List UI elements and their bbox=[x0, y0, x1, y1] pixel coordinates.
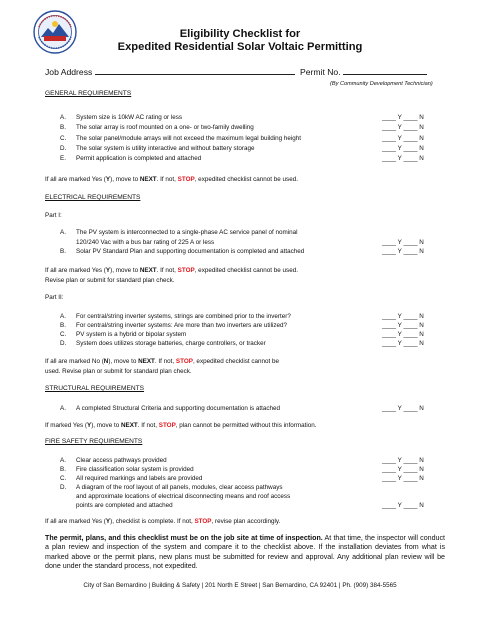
letter: C. bbox=[60, 331, 67, 338]
yes-no-mark[interactable]: ____ Y ____ N bbox=[382, 405, 424, 412]
job-address-label: Job Address bbox=[45, 67, 93, 77]
electrical-instruction-1-cont: Revise plan or submit for standard plan check. bbox=[45, 277, 175, 284]
letter: D. bbox=[60, 145, 67, 152]
yes-no-mark[interactable]: ____ Y ____ N bbox=[382, 135, 424, 142]
yes-no-mark[interactable]: ____ Y ____ N bbox=[382, 313, 424, 320]
item-text: All required markings and labels are provided bbox=[76, 475, 203, 482]
yes-no-mark[interactable]: ____ Y ____ N bbox=[382, 502, 424, 509]
inspection-paragraph bbox=[45, 534, 445, 572]
footer-contact: City of San Bernardino | Building & Safety | 201 North E Street | San Bernardino, CA 92401 | Ph. (909) 384-5565 bbox=[83, 582, 397, 589]
letter: D. bbox=[60, 484, 67, 491]
electrical-instruction-2: If all are marked No (N), move to NEXT. If not, STOP, expedited checklist cannot be bbox=[45, 358, 280, 365]
yes-no-mark[interactable]: ____ Y ____ N bbox=[382, 331, 424, 338]
general-instruction: If all are marked Yes (Y), move to NEXT. If not, STOP, expedited checklist cannot be used. bbox=[45, 176, 298, 183]
technician-note: (By Community Development Technician) bbox=[330, 81, 433, 87]
item-text: PV system is a hybrid or bipolar system bbox=[76, 331, 187, 338]
fire-heading: FIRE SAFETY REQUIREMENTS bbox=[45, 438, 143, 445]
item-text: System does utilizes storage batteries, charge controllers, or tracker bbox=[76, 340, 266, 347]
item-text: System size is 10kW AC rating or less bbox=[76, 114, 183, 121]
item-text: A completed Structural Criteria and supporting documentation is attached bbox=[76, 405, 281, 412]
letter: C. bbox=[60, 475, 67, 482]
letter: E. bbox=[60, 155, 66, 162]
letter: A. bbox=[60, 405, 66, 412]
electrical-instruction-1: If all are marked Yes (Y), move to NEXT. If not, STOP, expedited checklist cannot be used. bbox=[45, 267, 298, 274]
item-text: The solar system is utility interactive and without battery storage bbox=[76, 145, 255, 152]
letter: B. bbox=[60, 466, 66, 473]
letter: A. bbox=[60, 114, 66, 121]
item-text: Permit application is completed and attached bbox=[76, 155, 202, 162]
item-text: Fire classification solar system is provided bbox=[76, 466, 194, 473]
title-line-1: Eligibility Checklist for bbox=[179, 28, 301, 40]
structural-instruction: If marked Yes (Y), move to NEXT. If not, STOP, plan cannot be permitted without this information. bbox=[45, 422, 317, 429]
letter: C. bbox=[60, 135, 67, 142]
item-text-cont: points are completed and attached bbox=[76, 502, 173, 509]
inspection-paragraph-rest: At that time, the inspector will conduct a plan review and inspection of the system and compare it to the checklist above. If the installation deviates from what is marked above or the permit plans, new plans must be submitted for review and approval. Any additional plan review will be done under the standard process, not expedited. bbox=[45, 534, 445, 571]
letter: B. bbox=[60, 124, 66, 131]
part-1-label: Part I: bbox=[45, 212, 62, 219]
letter: B. bbox=[60, 322, 66, 329]
part-2-label: Part II: bbox=[45, 294, 64, 301]
permit-number-field[interactable] bbox=[300, 67, 427, 77]
item-text: A diagram of the roof layout of all panels, modules, clear access pathways bbox=[76, 484, 283, 491]
structural-heading: STRUCTURAL REQUIREMENTS bbox=[45, 385, 145, 392]
letter: A. bbox=[60, 229, 66, 236]
yes-no-mark[interactable]: ____ Y ____ N bbox=[382, 248, 424, 255]
yes-no-mark[interactable]: ____ Y ____ N bbox=[382, 457, 424, 464]
electrical-instruction-2-cont: used. Revise plan or submit for standard plan check. bbox=[45, 368, 192, 375]
yes-no-mark[interactable]: ____ Y ____ N bbox=[382, 239, 424, 246]
item-text: For central/string inverter systems, strings are combined prior to the inverter? bbox=[76, 313, 291, 320]
item-text: Solar PV Standard Plan and supporting documentation is completed and attached bbox=[76, 248, 305, 255]
letter: A. bbox=[60, 457, 66, 464]
fire-instruction: If all are marked Yes (Y), checklist is complete. If not, STOP, revise plan accordingly. bbox=[45, 518, 281, 525]
electrical-heading: ELECTRICAL REQUIREMENTS bbox=[45, 194, 141, 201]
yes-no-mark[interactable]: ____ Y ____ N bbox=[382, 124, 424, 131]
inspection-paragraph-bold: The permit, plans, and this checklist must be on the job site at time of inspection. bbox=[45, 534, 323, 542]
item-text-cont: and approximate locations of electrical disconnecting means and roof access bbox=[76, 493, 291, 500]
item-text: For central/string inverter systems: Are more than two inverters are utilized? bbox=[76, 322, 288, 329]
permit-number-label: Permit No. bbox=[300, 67, 341, 77]
item-text: The PV system is interconnected to a single-phase AC service panel of nominal bbox=[76, 229, 298, 236]
letter: B. bbox=[60, 248, 66, 255]
yes-no-mark[interactable]: ____ Y ____ N bbox=[382, 340, 424, 347]
permit-number-blank[interactable] bbox=[343, 68, 427, 75]
item-text: The solar array is roof mounted on a one- or two-family dwelling bbox=[76, 124, 254, 131]
item-text: The solar panel/module arrays will not exceed the maximum legal building height bbox=[76, 135, 302, 142]
yes-no-mark[interactable]: ____ Y ____ N bbox=[382, 114, 424, 121]
letter: A. bbox=[60, 313, 66, 320]
yes-no-mark[interactable]: ____ Y ____ N bbox=[382, 155, 424, 162]
title-line-2: Expedited Residential Solar Voltaic Permitting bbox=[117, 41, 363, 53]
yes-no-mark[interactable]: ____ Y ____ N bbox=[382, 466, 424, 473]
general-heading: GENERAL REQUIREMENTS bbox=[45, 90, 132, 97]
letter: D. bbox=[60, 340, 67, 347]
yes-no-mark[interactable]: ____ Y ____ N bbox=[382, 322, 424, 329]
item-text-cont: 120/240 Vac with a bus bar rating of 225 A or less bbox=[76, 239, 215, 246]
item-text: Clear access pathways provided bbox=[76, 457, 167, 464]
yes-no-mark[interactable]: ____ Y ____ N bbox=[382, 475, 424, 482]
yes-no-mark[interactable]: ____ Y ____ N bbox=[382, 145, 424, 152]
job-address-blank[interactable] bbox=[95, 68, 295, 75]
job-address-field[interactable] bbox=[45, 67, 295, 77]
